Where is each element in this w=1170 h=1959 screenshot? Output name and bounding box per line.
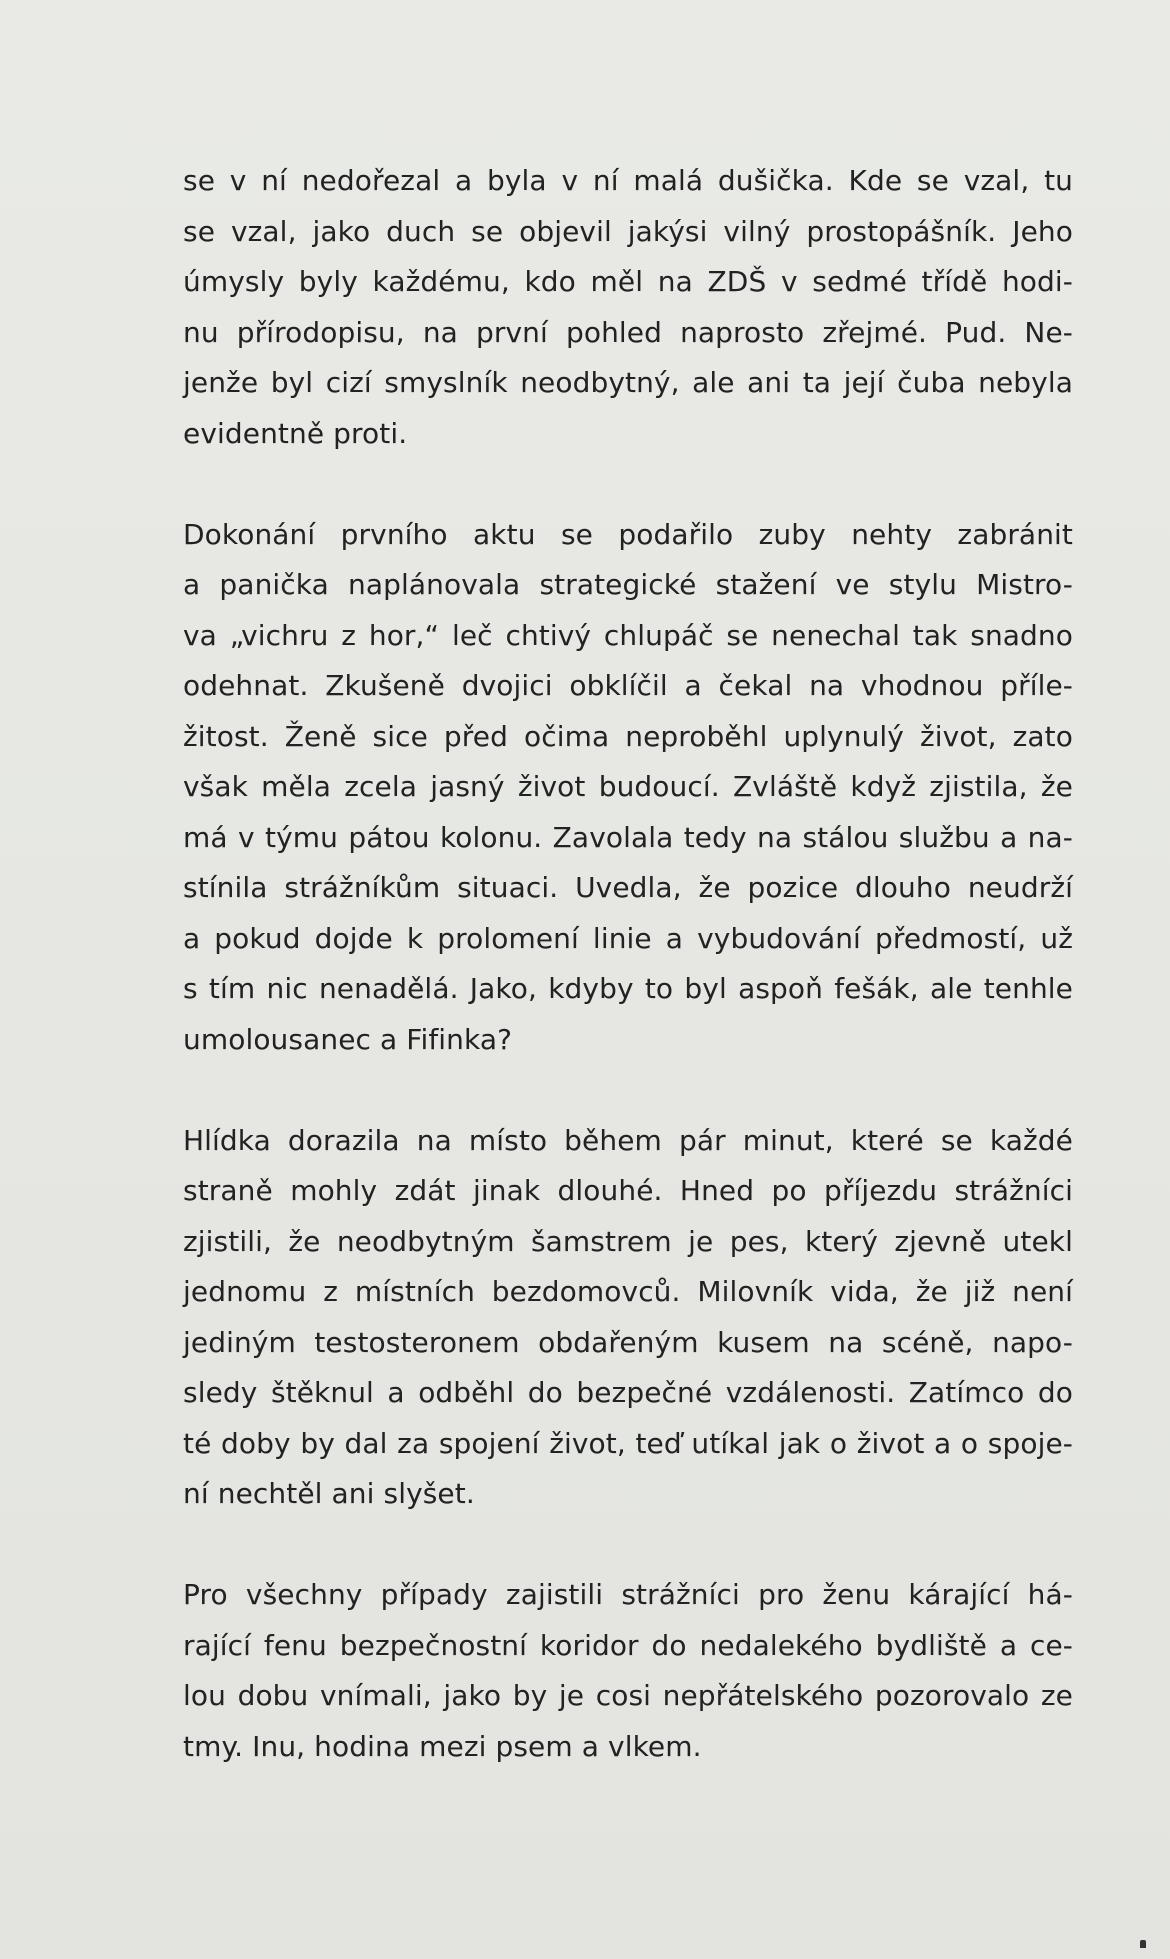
text-line: Pro všechny případy zajistili strážníci pro ženu kárající há- (183, 1578, 1073, 1611)
text-line: úmysly byly každému, kdo měl na ZDŠ v sedmé třídě hodi- (183, 265, 1073, 298)
text-line: má v týmu pátou kolonu. Zavolala tedy na stálou službu a na- (183, 820, 1073, 854)
text-line: s tím nic nenadělá. Jako, kdyby to byl aspoň fešák, ale tenhle (183, 972, 1073, 1005)
body-text (183, 156, 1073, 1823)
text-line: lou dobu vnímali, jako by je cosi nepřátelského pozorovalo ze (183, 1679, 1073, 1712)
text-line: ní nechtěl ani slyšet. (183, 1477, 475, 1510)
text-line: evidentně proti. (183, 416, 408, 450)
text-line: umolousanec a Fifinka? (183, 1022, 513, 1056)
text-line: va „vichru z hor,“ leč chtivý chlupáč se nenechal tak snadno (183, 618, 1073, 652)
text-line: Hlídka dorazila na místo během pár minut, které se každé (183, 1123, 1073, 1157)
paragraph-2 (183, 510, 1073, 1066)
text-line: se vzal, jako duch se objevil jakýsi vilný prostopášník. Jeho (183, 214, 1073, 248)
paragraph-3 (183, 1116, 1073, 1520)
text-line: však měla zcela jasný život budoucí. Zvláště když zjistila, že (183, 770, 1073, 803)
text-line: a panička naplánovala strategické stažení ve stylu Mistro- (183, 568, 1073, 601)
text-line: odehnat. Zkušeně dvojici obklíčil a čekal na vhodnou příle- (183, 669, 1073, 702)
text-line: a pokud dojde k prolomení linie a vybudování předmostí, už (183, 921, 1073, 955)
text-line: jediným testosteronem obdařeným kusem na scéně, napo- (183, 1325, 1073, 1359)
text-line: jenže byl cizí smyslník neodbytný, ale ani ta její čuba nebyla (183, 366, 1073, 399)
paragraph-4 (183, 1570, 1073, 1772)
text-line: jednomu z místních bezdomovců. Milovník vida, že již není (183, 1275, 1073, 1308)
page-corner-mark (1140, 1940, 1146, 1948)
paragraph-1 (183, 156, 1073, 459)
text-line: té doby by dal za spojení život, teď utíkal jak o život a o spoje- (183, 1426, 1073, 1460)
text-line: žitost. Ženě sice před očima neproběhl uplynulý život, zato (183, 719, 1073, 753)
text-line: rající fenu bezpečnostní koridor do nedalekého bydliště a ce- (183, 1628, 1073, 1662)
text-line: nu přírodopisu, na první pohled naprosto zřejmé. Pud. Ne- (183, 315, 1073, 349)
text-line: zjistili, že neodbytným šamstrem je pes, který zjevně utekl (183, 1224, 1073, 1258)
text-line: straně mohly zdát jinak dlouhé. Hned po příjezdu strážníci (183, 1174, 1073, 1207)
text-line: se v ní nedořezal a byla v ní malá dušička. Kde se vzal, tu (183, 164, 1073, 197)
text-line: Dokonání prvního aktu se podařilo zuby nehty zabránit (183, 517, 1073, 551)
text-line: tmy. Inu, hodina mezi psem a vlkem. (183, 1729, 702, 1763)
text-line: sledy štěknul a odběhl do bezpečné vzdálenosti. Zatímco do (183, 1376, 1073, 1409)
text-line: stínila strážníkům situaci. Uvedla, že pozice dlouho neudrží (183, 871, 1073, 904)
